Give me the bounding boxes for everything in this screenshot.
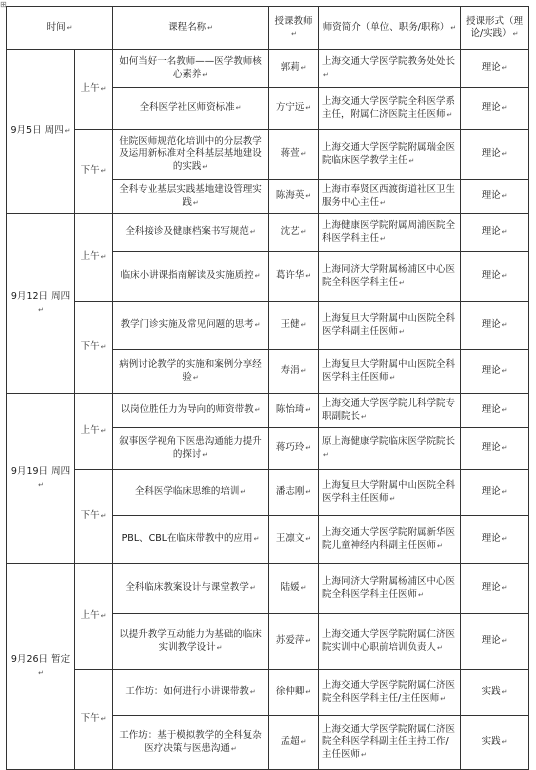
teacher-cell: 苏爱萍↵	[269, 614, 319, 670]
course-cell: 全科医学社区师资标准↵	[113, 88, 269, 130]
teacher-cell: 潘志刚↵	[269, 470, 319, 516]
date-cell: 9月26日 暂定↵	[7, 564, 75, 770]
date-cell: 9月12日 周四↵	[7, 214, 75, 394]
table-row	[7, 670, 529, 716]
period-cell: 下午↵	[75, 470, 113, 564]
header-course: 课程名称↵	[113, 7, 269, 50]
intro-cell: 上海市奉贤区西渡街道社区卫生服务中心主任↵	[319, 180, 461, 214]
schedule-body	[7, 50, 529, 770]
course-cell: 教学门诊实施及常见问题的思考↵	[113, 302, 269, 350]
period-cell: 上午↵	[75, 214, 113, 302]
header-time: 时间↵	[7, 7, 113, 50]
table-row	[7, 50, 529, 88]
teacher-cell: 陈海英↵	[269, 180, 319, 214]
header-teacher: 授课教师↵	[269, 7, 319, 50]
teacher-cell: 蒋萱↵	[269, 130, 319, 180]
teacher-cell: 徐仲卿↵	[269, 670, 319, 716]
form-cell: 理论↵	[461, 516, 529, 564]
teacher-cell: 沈艺↵	[269, 214, 319, 252]
course-cell: 全科临床教案设计与课堂教学↵	[113, 564, 269, 614]
course-cell: 以岗位胜任力为导向的师资带教↵	[113, 394, 269, 428]
course-cell: 全科接诊及健康档案书写规范↵	[113, 214, 269, 252]
form-cell: 理论↵	[461, 564, 529, 614]
form-cell: 理论↵	[461, 614, 529, 670]
header-row	[7, 7, 529, 50]
course-cell: 全科医学临床思维的培训↵	[113, 470, 269, 516]
intro-cell: 上海同济大学附属杨浦区中心医院全科医学科主任医师↵	[319, 564, 461, 614]
table-anchor-icon: ⊞	[0, 0, 7, 9]
course-cell: 临床小讲课指南解读及实施质控↵	[113, 252, 269, 302]
intro-cell: 上海复旦大学附属中山医院全科医学科主任医师↵	[319, 350, 461, 394]
teacher-cell: 方宁远↵	[269, 88, 319, 130]
form-cell: 理论↵	[461, 88, 529, 130]
teacher-cell: 孟超↵	[269, 716, 319, 770]
period-cell: 上午↵	[75, 564, 113, 670]
intro-cell: 原上海健康学院临床医学院院长↵	[319, 428, 461, 470]
table-row	[7, 214, 529, 252]
intro-cell: 上海健康医学院附属周浦医院全科医学科主任↵	[319, 214, 461, 252]
form-cell: 理论↵	[461, 252, 529, 302]
table-row	[7, 394, 529, 428]
form-cell: 理论↵	[461, 470, 529, 516]
date-cell: 9月19日 周四↵	[7, 394, 75, 564]
intro-cell: 上海交通大学医学院附属新华医院儿童神经内科副主任医师↵	[319, 516, 461, 564]
form-cell: 理论↵	[461, 428, 529, 470]
course-cell: 住院医师规范化培训中的分层教学及运用新标准对全科基层基地建设的实践↵	[113, 130, 269, 180]
form-cell: 理论↵	[461, 350, 529, 394]
form-cell: 理论↵	[461, 394, 529, 428]
teacher-cell: 王健↵	[269, 302, 319, 350]
form-cell: 理论↵	[461, 302, 529, 350]
teacher-cell: 陆媛↵	[269, 564, 319, 614]
teacher-cell: 郭莉↵	[269, 50, 319, 88]
course-cell: 工作坊：基于模拟教学的全科复杂医疗决策与医患沟通↵	[113, 716, 269, 770]
table-row	[7, 470, 529, 516]
form-cell: 实践↵	[461, 670, 529, 716]
course-cell: PBL、CBL在临床带教中的应用↵	[113, 516, 269, 564]
period-cell: 上午↵	[75, 394, 113, 470]
teacher-cell: 王凛文↵	[269, 516, 319, 564]
date-cell: 9月5日 周四↵	[7, 50, 75, 214]
intro-cell: 上海交通大学医学院附属仁济医院全科医学科副主任主持工作/主任医师↵	[319, 716, 461, 770]
header-form: 授课形式（理论/实践）↵	[461, 7, 529, 50]
teacher-cell: 蒋巧玲↵	[269, 428, 319, 470]
teacher-cell: 葛许华↵	[269, 252, 319, 302]
period-cell: 下午↵	[75, 302, 113, 394]
course-cell: 以提升教学互动能力为基础的临床实训教学设计↵	[113, 614, 269, 670]
intro-cell: 上海复旦大学附属中山医院全科医学科主任医师↵	[319, 470, 461, 516]
form-cell: 实践↵	[461, 716, 529, 770]
form-cell: 理论↵	[461, 180, 529, 214]
course-cell: 全科专业基层实践基地建设管理实践↵	[113, 180, 269, 214]
intro-cell: 上海交通大学医学院附属仁济医院实训中心职前培训负责人↵	[319, 614, 461, 670]
intro-cell: 上海交通大学医学院教务处处长↵	[319, 50, 461, 88]
course-cell: 叙事医学视角下医患沟通能力提升的探讨↵	[113, 428, 269, 470]
course-cell: 工作坊：如何进行小讲课带教↵	[113, 670, 269, 716]
table-row	[7, 564, 529, 614]
period-cell: 下午↵	[75, 130, 113, 214]
intro-cell: 上海交通大学医学院儿科学院专职副院长↵	[319, 394, 461, 428]
course-cell: 病例讨论教学的实施和案例分享经验↵	[113, 350, 269, 394]
period-cell: 下午↵	[75, 670, 113, 770]
teacher-cell: 寿涓↵	[269, 350, 319, 394]
form-cell: 理论↵	[461, 50, 529, 88]
intro-cell: 上海交通大学医学院附属仁济医院全科医学科主任/主任医师↵	[319, 670, 461, 716]
period-cell: 上午↵	[75, 50, 113, 130]
table-row	[7, 302, 529, 350]
header-intro: 师资简介（单位、职务/职称）↵	[319, 7, 461, 50]
form-cell: 理论↵	[461, 214, 529, 252]
course-cell: 如何当好一名教师——医学教师核心素养↵	[113, 50, 269, 88]
schedule-table	[6, 6, 529, 770]
teacher-cell: 陈怡琦↵	[269, 394, 319, 428]
intro-cell: 上海交通大学医学院附属瑞金医院临床医学教学主任↵	[319, 130, 461, 180]
intro-cell: 上海复旦大学附属中山医院全科医学科副主任医师↵	[319, 302, 461, 350]
form-cell: 理论↵	[461, 130, 529, 180]
table-row	[7, 130, 529, 180]
intro-cell: 上海交通大学医学院全科医学系主任，附属仁济医院主任医师↵	[319, 88, 461, 130]
intro-cell: 上海同济大学附属杨浦区中心医院全科医学科主任↵	[319, 252, 461, 302]
